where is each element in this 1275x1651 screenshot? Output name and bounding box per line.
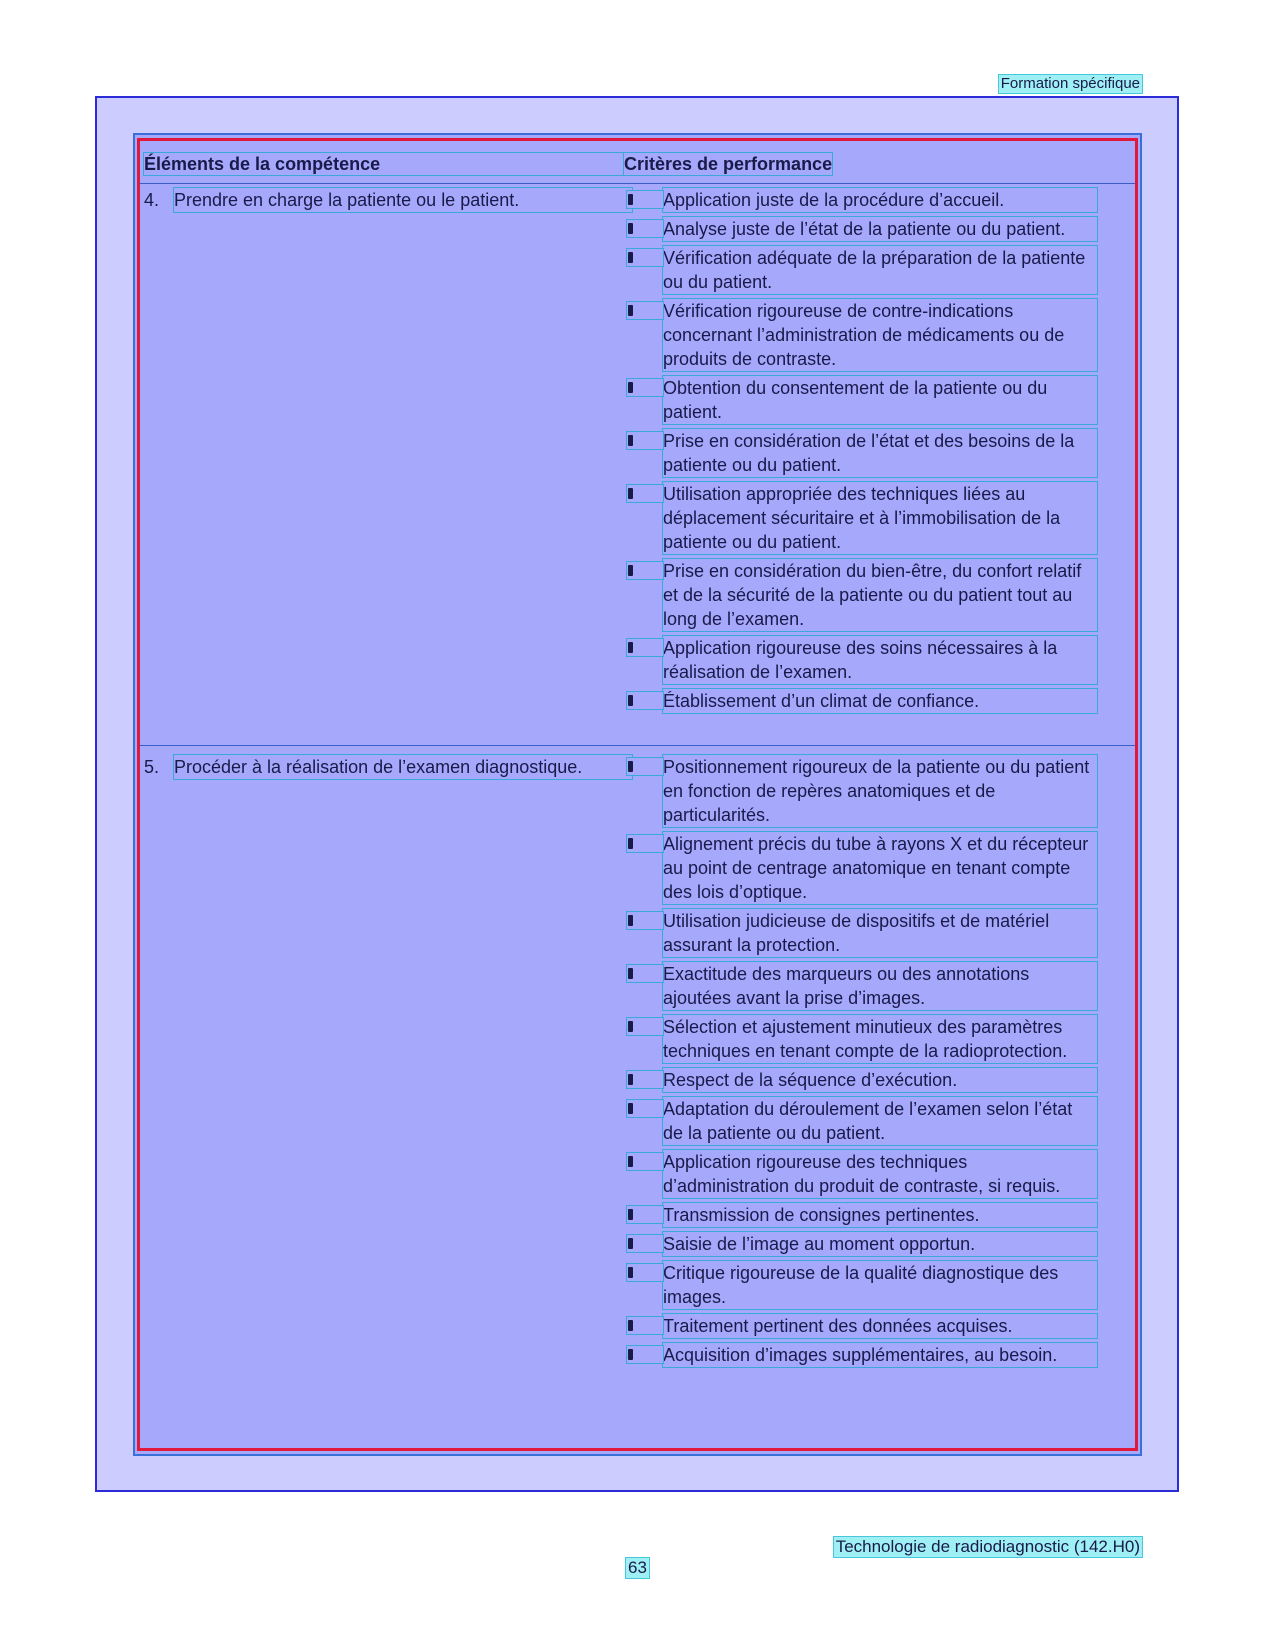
bullet-icon	[627, 1317, 663, 1334]
bullet-icon	[627, 220, 663, 237]
bullet-icon	[627, 692, 663, 709]
criterion-text: Établissement d’un climat de confiance.	[663, 689, 1097, 713]
bullet-icon	[627, 965, 663, 982]
competence-table-border	[137, 138, 1138, 1451]
bullet-icon	[627, 191, 663, 208]
criterion-item	[627, 376, 1097, 424]
criterion-item	[627, 1097, 1097, 1145]
bullet-icon	[627, 1153, 663, 1170]
criterion-item	[627, 429, 1097, 477]
criterion-item	[627, 689, 1097, 713]
criterion-text: Vérification adéquate de la préparation de la patiente ou du patient.	[663, 246, 1097, 294]
criterion-text: Vérification rigoureuse de contre-indications concernant l’administration de médicaments ou de produits de contraste.	[663, 299, 1097, 371]
criterion-text: Analyse juste de l’état de la patiente ou du patient.	[663, 217, 1097, 241]
header-divider	[140, 183, 1135, 184]
bullet-icon	[627, 912, 663, 929]
criterion-item	[627, 217, 1097, 241]
competence-table	[133, 133, 1142, 1456]
criterion-item	[627, 636, 1097, 684]
bullet-icon	[627, 1100, 663, 1117]
criterion-item	[627, 1150, 1097, 1198]
criterion-item	[627, 188, 1097, 212]
element-number: 4.	[144, 190, 160, 210]
criterion-text: Respect de la séquence d’exécution.	[663, 1068, 1097, 1092]
criterion-item	[627, 1068, 1097, 1092]
criterion-item	[627, 962, 1097, 1010]
criterion-text: Adaptation du déroulement de l’examen selon l’état de la patiente ou du patient.	[663, 1097, 1097, 1145]
criterion-text: Application rigoureuse des soins nécessaires à la réalisation de l’examen.	[663, 636, 1097, 684]
bullet-icon	[627, 432, 663, 449]
criterion-text: Application juste de la procédure d’accueil.	[663, 188, 1097, 212]
bullet-icon	[627, 758, 663, 775]
row-divider	[140, 745, 1135, 746]
criterion-text: Prise en considération du bien-être, du confort relatif et de la sécurité de la patiente ou du patient tout au long de l’examen.	[663, 559, 1097, 631]
criterion-text: Utilisation judicieuse de dispositifs et de matériel assurant la protection.	[663, 909, 1097, 957]
bullet-icon	[627, 562, 663, 579]
criterion-item	[627, 559, 1097, 631]
criterion-item	[627, 1015, 1097, 1063]
criteria-list-4	[627, 188, 1097, 718]
bullet-icon	[627, 1206, 663, 1223]
column-header-criteria: Critères de performance	[624, 154, 833, 174]
element-text: Procéder à la réalisation de l’examen diagnostique.	[174, 755, 632, 779]
criterion-text: Traitement pertinent des données acquises.	[663, 1314, 1097, 1338]
criterion-text: Sélection et ajustement minutieux des paramètres techniques en tenant compte de la radioprotection.	[663, 1015, 1097, 1063]
criterion-item	[627, 755, 1097, 827]
criteria-list-5	[627, 755, 1097, 1372]
element-number: 5.	[144, 757, 160, 777]
page-number: 63	[628, 1558, 647, 1577]
criterion-item	[627, 482, 1097, 554]
element-5	[144, 755, 632, 779]
criterion-text: Transmission de consignes pertinentes.	[663, 1203, 1097, 1227]
element-4	[144, 188, 632, 212]
criterion-text: Obtention du consentement de la patiente ou du patient.	[663, 376, 1097, 424]
criterion-text: Critique rigoureuse de la qualité diagnostique des images.	[663, 1261, 1097, 1309]
criterion-item	[627, 246, 1097, 294]
footer-title: Technologie de radiodiagnostic (142.H0)	[835, 1537, 1140, 1556]
criterion-text: Acquisition d’images supplémentaires, au besoin.	[663, 1343, 1097, 1367]
bullet-icon	[627, 379, 663, 396]
bullet-icon	[627, 249, 663, 266]
criterion-item	[627, 1232, 1097, 1256]
bullet-icon	[627, 1018, 663, 1035]
criterion-item	[627, 909, 1097, 957]
criterion-item	[627, 1203, 1097, 1227]
criterion-text: Prise en considération de l’état et des besoins de la patiente ou du patient.	[663, 429, 1097, 477]
bullet-icon	[627, 1071, 663, 1088]
column-header-elements: Éléments de la compétence	[144, 153, 632, 175]
criterion-text: Positionnement rigoureux de la patiente ou du patient en fonction de repères anatomiques et de particularités.	[663, 755, 1097, 827]
bullet-icon	[627, 639, 663, 656]
criterion-item	[627, 1314, 1097, 1338]
bullet-icon	[627, 1235, 663, 1252]
criterion-text: Application rigoureuse des techniques d’administration du produit de contraste, si requis.	[663, 1150, 1097, 1198]
bullet-icon	[627, 1346, 663, 1363]
bullet-icon	[627, 302, 663, 319]
criterion-text: Alignement précis du tube à rayons X et du récepteur au point de centrage anatomique en tenant compte des lois d’optique.	[663, 832, 1097, 904]
criterion-text: Exactitude des marqueurs ou des annotations ajoutées avant la prise d’images.	[663, 962, 1097, 1010]
header-label: Formation spécifique	[1000, 75, 1140, 92]
criterion-item	[627, 1261, 1097, 1309]
criterion-text: Utilisation appropriée des techniques liées au déplacement sécuritaire et à l’immobilisation de la patiente ou du patient.	[663, 482, 1097, 554]
criterion-item	[627, 1343, 1097, 1367]
criterion-item	[627, 832, 1097, 904]
element-text: Prendre en charge la patiente ou le patient.	[174, 188, 632, 212]
bullet-icon	[627, 835, 663, 852]
criterion-item	[627, 299, 1097, 371]
bullet-icon	[627, 1264, 663, 1281]
bullet-icon	[627, 485, 663, 502]
criterion-text: Saisie de l’image au moment opportun.	[663, 1232, 1097, 1256]
